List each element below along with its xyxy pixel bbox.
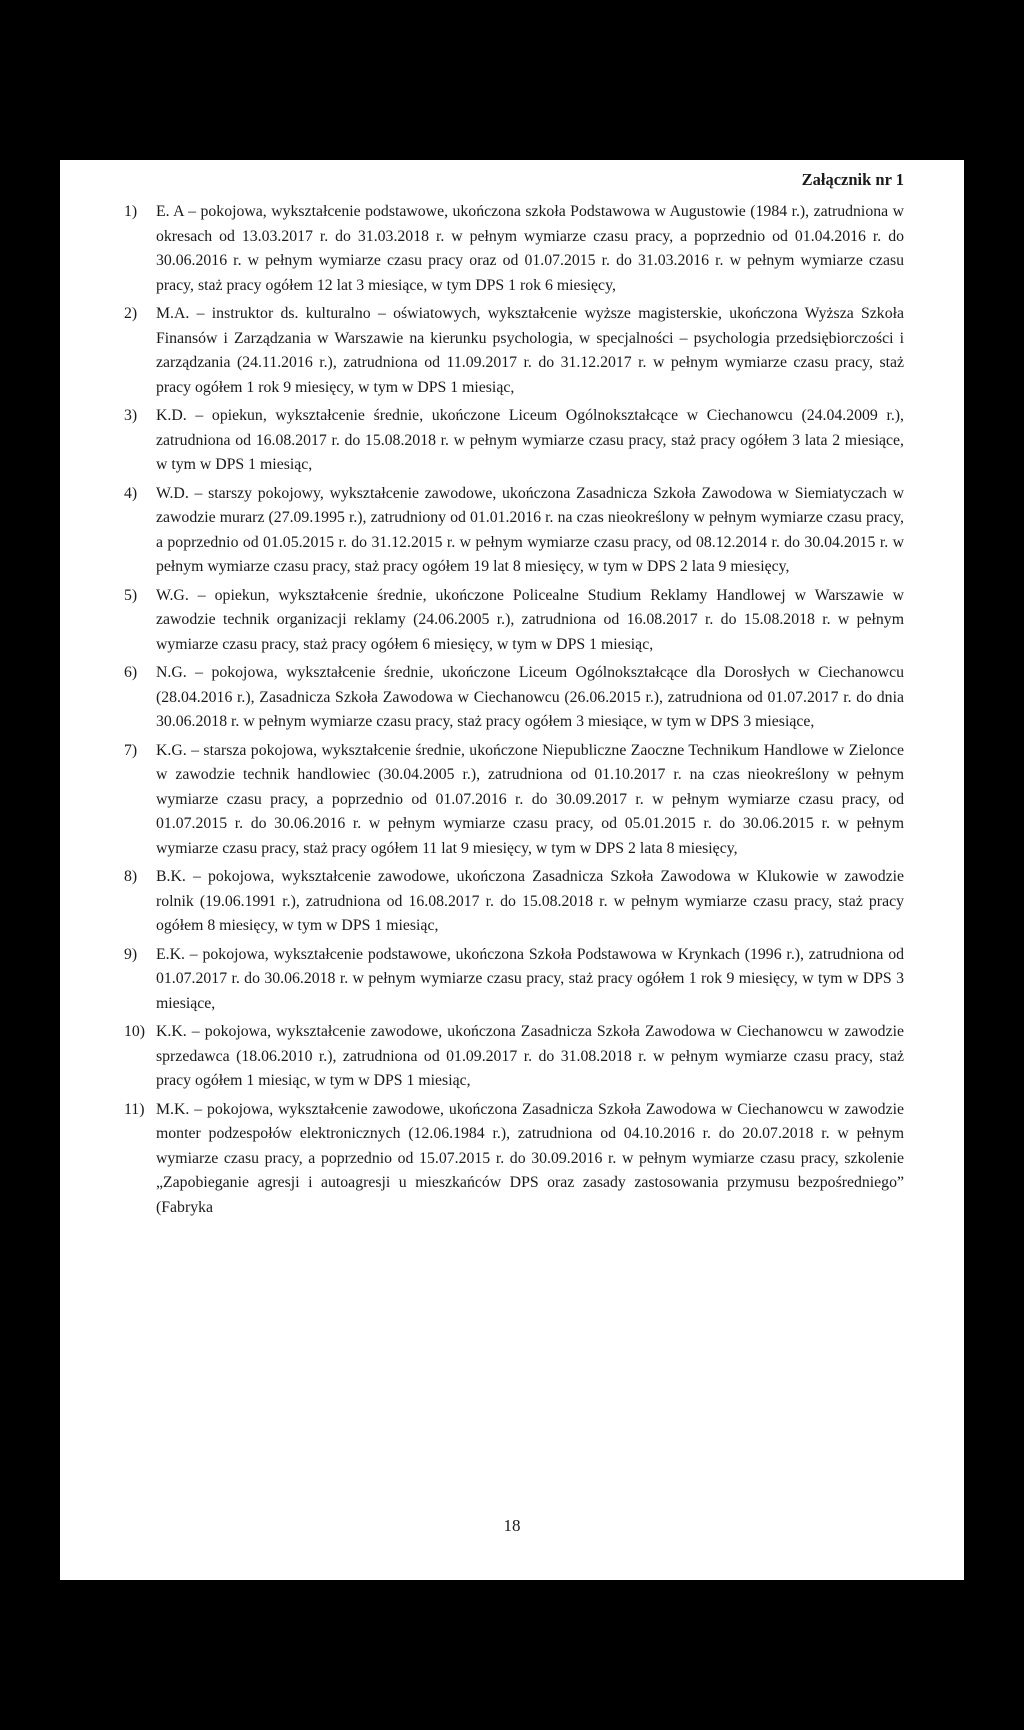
- list-item-number: 9): [124, 945, 138, 963]
- list-item-number: 3): [124, 407, 138, 424]
- list-item-text: W.D. – starszy pokojowy, wykształcenie zawodowe, ukończona Zasadnicza Szkoła Zawodowa w Siemiatyczach w zawodzie murarz (27.09.1995 r.), zatrudniony od 01.01.2016 r. na czas nieokreślony w pełnym wymiarze czasu pracy, a poprzednio od 01.05.2015 r. do 31.12.2015 r. w pełnym wymiarze czasu pracy, od 08.12.2014 r. do 30.04.2015 r. w pełnym wymiarze czasu pracy, staż pracy ogółem 19 lat 8 miesięcy, w tym w DPS 2 lata 9 miesięcy,: [156, 484, 904, 575]
- page-number: 18: [503, 1516, 521, 1535]
- list-item-number: 11): [124, 1100, 145, 1118]
- list-item-text: M.K. – pokojowa, wykształcenie zawodowe, ukończona Zasadnicza Szkoła Zawodowa w Ciechanowcu w zawodzie monter podzespołów elektronicznych (12.06.1984 r.), zatrudniona od 04.10.2016 r. do 20.07.2018 r. w pełnym wymiarze czasu pracy, a poprzednio od 15.07.2015 r. do 30.09.2016 r. w pełnym wymiarze czasu pracy, szkolenie „Zapobieganie agresji i autoagresji u mieszkańców DPS oraz zasady zastosowania przymusu bezpośredniego” (Fabryka: [156, 1100, 904, 1216]
- list-item-text: E.K. – pokojowa, wykształcenie podstawowe, ukończona Szkoła Podstawowa w Krynkach (1996 r.), zatrudniona od 01.07.2017 r. do 30.06.2018 r. w pełnym wymiarze czasu pracy, staż pracy ogółem 1 rok 9 miesięcy, w tym w DPS 3 miesiące,: [156, 945, 904, 1012]
- list-item-text: M.A. – instruktor ds. kulturalno – oświatowych, wykształcenie wyższe magisterskie, ukończona Wyższa Szkoła Finansów i Zarządzania w Warszawie na kierunku psychologia, w specjalności – psychologia przedsiębiorczości i zarządzania (24.11.2016 r.), zatrudniona od 11.09.2017 r. do 31.12.2017 r. w pełnym wymiarze czasu pracy, staż pracy ogółem 1 rok 9 miesięcy, w tym w DPS 1 miesiąc,: [156, 305, 904, 396]
- list-item: [124, 584, 904, 658]
- employee-list: [124, 200, 904, 1224]
- list-item: [124, 943, 904, 1017]
- list-item: [124, 404, 904, 478]
- list-item-number: 7): [124, 741, 138, 759]
- list-item: [124, 482, 904, 580]
- list-item: [124, 1020, 904, 1094]
- list-item: [124, 739, 904, 862]
- list-item-text: E. A – pokojowa, wykształcenie podstawowe, ukończona szkoła Podstawowa w Augustowie (1984 r.), zatrudniona w okresach od 13.03.2017 r. do 31.03.2018 r. w pełnym wymiarze czasu pracy, a poprzednio od 01.04.2016 r. do 30.06.2016 r. w pełnym wymiarze czasu pracy oraz od 01.07.2015 r. do 31.03.2016 r. w pełnym wymiarze czasu pracy, staż pracy ogółem 12 lat 3 miesiące, w tym DPS 1 rok 6 miesięcy,: [156, 203, 904, 294]
- list-item-number: 6): [124, 664, 138, 681]
- list-item-number: 8): [124, 868, 138, 885]
- list-item-number: 4): [124, 484, 138, 502]
- attachment-header: Załącznik nr 1: [801, 170, 904, 189]
- list-item: [124, 865, 904, 939]
- list-item: [124, 200, 904, 298]
- list-item-text: N.G. – pokojowa, wykształcenie średnie, ukończone Liceum Ogólnokształcące dla Dorosłych w Ciechanowcu (28.04.2016 r.), Zasadnicza Szkoła Zawodowa w Ciechanowcu (26.06.2015 r.), zatrudniona od 01.07.2017 r. do dnia 30.06.2018 r. w pełnym wymiarze czasu pracy, staż pracy ogółem 3 miesiące, w tym w DPS 3 miesiące,: [156, 664, 904, 730]
- list-item-text: K.G. – starsza pokojowa, wykształcenie średnie, ukończone Niepubliczne Zaoczne Technikum Handlowe w Zielonce w zawodzie technik handlowiec (30.04.2005 r.), zatrudniona od 01.10.2017 r. na czas nieokreślony w pełnym wymiarze czasu pracy, a poprzednio od 01.07.2016 r. do 30.09.2017 r. w pełnym wymiarze czasu pracy, od 01.07.2015 r. do 30.06.2016 r. w pełnym wymiarze czasu pracy, od 05.01.2015 r. do 30.06.2015 r. w pełnym wymiarze czasu pracy, staż pracy ogółem 11 lat 9 miesięcy, w tym w DPS 2 lata 8 miesięcy,: [156, 741, 904, 857]
- list-item: [124, 1098, 904, 1221]
- list-item-text: K.K. – pokojowa, wykształcenie zawodowe, ukończona Zasadnicza Szkoła Zawodowa w Ciechanowcu w zawodzie sprzedawca (18.06.2010 r.), zatrudniona od 01.09.2017 r. do 31.08.2018 r. w pełnym wymiarze czasu pracy, staż pracy ogółem 1 miesiąc, w tym w DPS 1 miesiąc,: [156, 1023, 904, 1089]
- list-item: [124, 661, 904, 735]
- document-page: [60, 160, 964, 1580]
- list-item-number: 2): [124, 305, 138, 322]
- list-item-number: 1): [124, 203, 138, 220]
- list-item-text: K.D. – opiekun, wykształcenie średnie, ukończone Liceum Ogólnokształcące w Ciechanowcu (24.04.2009 r.), zatrudniona od 16.08.2017 r. do 15.08.2018 r. w pełnym wymiarze czasu pracy, staż pracy ogółem 3 lata 2 miesiące, w tym w DPS 1 miesiąc,: [156, 407, 904, 473]
- list-item-text: W.G. – opiekun, wykształcenie średnie, ukończone Policealne Studium Reklamy Handlowej w Warszawie w zawodzie technik organizacji reklamy (24.06.2005 r.), zatrudniona od 16.08.2017 r. do 15.08.2018 r. w pełnym wymiarze czasu pracy, staż pracy ogółem 6 miesięcy, w tym w DPS 1 miesiąc,: [156, 586, 904, 653]
- list-item-number: 5): [124, 586, 138, 604]
- list-item-text: B.K. – pokojowa, wykształcenie zawodowe, ukończona Zasadnicza Szkoła Zawodowa w Klukowie w zawodzie rolnik (19.06.1991 r.), zatrudniona od 16.08.2017 r. do 15.08.2018 r. w pełnym wymiarze czasu pracy, staż pracy ogółem 8 miesięcy, w tym w DPS 1 miesiąc,: [156, 868, 904, 934]
- list-item-number: 10): [124, 1023, 146, 1040]
- list-item: [124, 302, 904, 400]
